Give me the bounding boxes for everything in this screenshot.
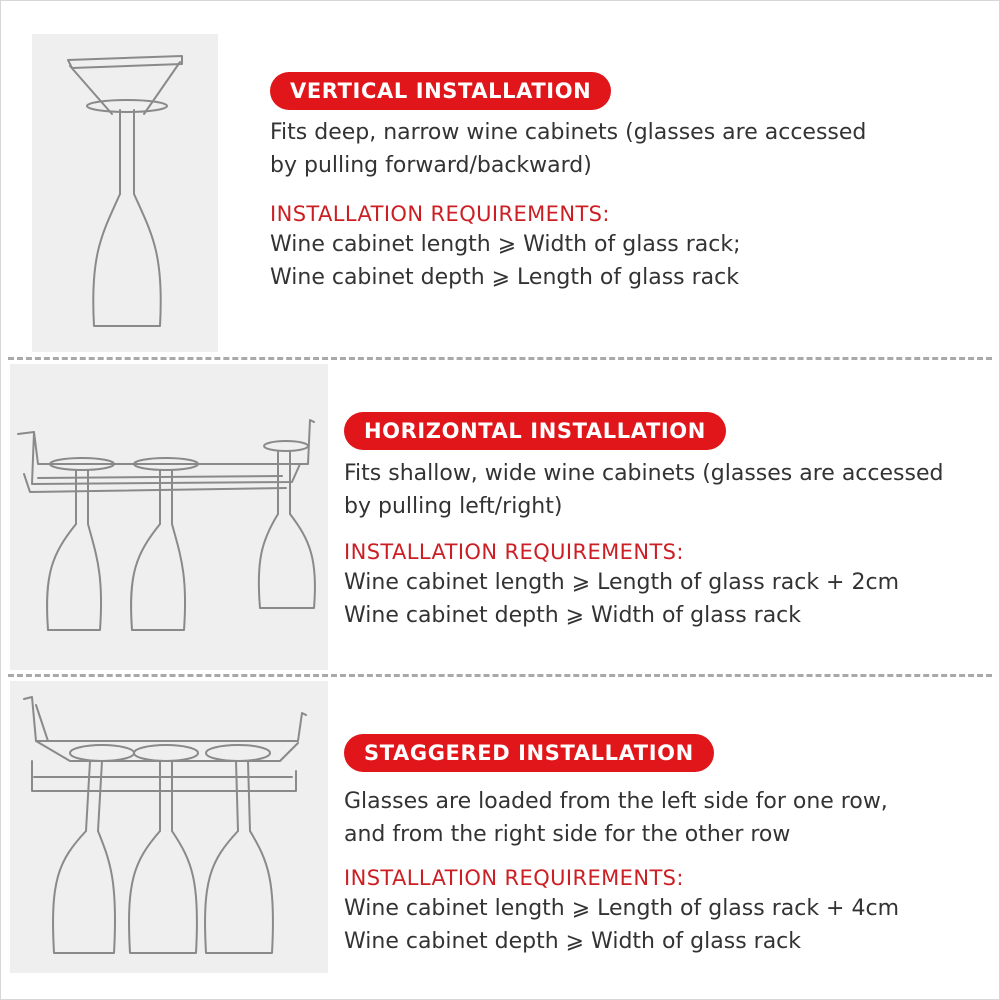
section-staggered [0,679,1000,997]
description-line: by pulling left/right) [344,493,563,519]
requirement-line: Wine cabinet length ⩾ Length of glass rack + 4cm [344,896,900,921]
dashed-divider [8,674,992,677]
description-line: Fits shallow, wide wine cabinets (glasses are accessed [344,461,944,486]
requirement-line: Wine cabinet depth ⩾ Width of glass rack [344,602,802,628]
horizontal-illustration [10,364,328,670]
description-line: Fits deep, narrow wine cabinets (glasses are accessed [270,120,867,145]
requirements-heading: INSTALLATION REQUIREMENTS: [270,202,610,226]
vertical-rack-with-one-glass-icon [32,34,218,352]
staggered-rack-with-three-glasses-icon [10,681,328,973]
requirement-line: Wine cabinet length ⩾ Length of glass rack + 2cm [344,570,900,595]
section-horizontal [0,362,1000,672]
dashed-divider [8,357,992,360]
description-line: by pulling forward/backward) [270,152,592,178]
requirements-heading: INSTALLATION REQUIREMENTS: [344,866,684,890]
requirement-line: Wine cabinet depth ⩾ Width of glass rack [344,928,802,954]
requirement-line: Wine cabinet length ⩾ Width of glass rack; [270,232,741,257]
section-title-badge: VERTICAL INSTALLATION [270,72,611,110]
horizontal-rack-with-three-glasses-icon [10,364,328,670]
section-vertical [0,0,1000,357]
vertical-illustration [32,34,218,352]
description-line: and from the right side for the other row [344,821,791,847]
requirements-heading: INSTALLATION REQUIREMENTS: [344,540,684,564]
section-title-badge: HORIZONTAL INSTALLATION [344,412,726,450]
section-title-badge: STAGGERED INSTALLATION [344,734,714,772]
description-line: Glasses are loaded from the left side for one row, [344,789,888,814]
staggered-illustration [10,681,328,973]
requirement-line: Wine cabinet depth ⩾ Length of glass rack [270,264,739,290]
